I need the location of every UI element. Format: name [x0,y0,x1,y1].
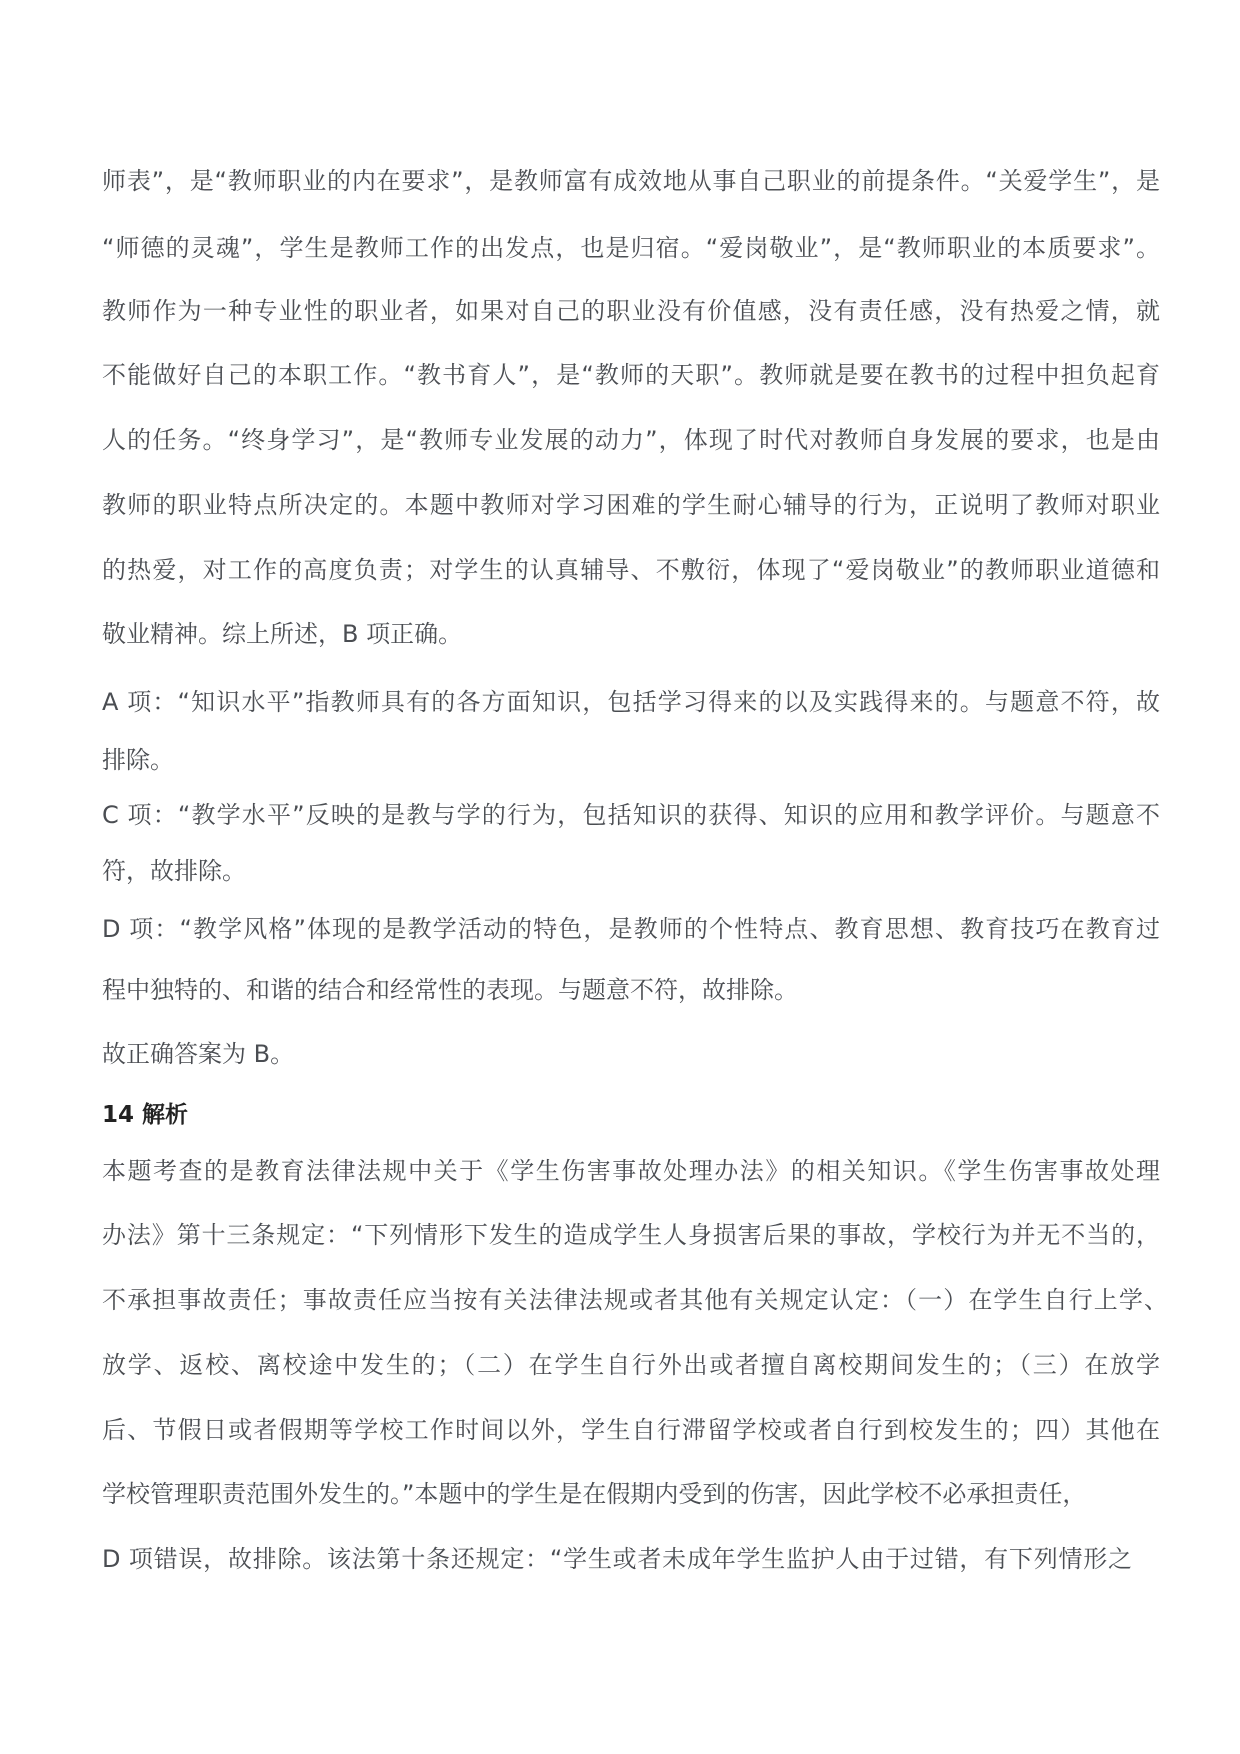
text-line: 师表”，是“教师职业的内在要求”，是教师富有成效地从事自己职业的前提条件。“关爱学生”，是 [102,167,1160,195]
text-line: D 项错误，故排除。该法第十条还规定：“学生或者未成年学生监护人由于过错，有下列情形之 [102,1545,1132,1573]
option-d-line: D 项：“教学风格”体现的是教学活动的特色，是教师的个性特点、教育思想、教育技巧在教育过 [102,915,1160,943]
text-line: 教师的职业特点所决定的。本题中教师对学习困难的学生耐心辅导的行为，正说明了教师对职业 [102,491,1160,519]
text-line: 教师作为一种专业性的职业者，如果对自己的职业没有价值感，没有责任感，没有热爱之情，就 [102,297,1160,325]
text-line: 办法》第十三条规定：“下列情形下发生的造成学生人身损害后果的事故，学校行为并无不当的， [102,1221,1160,1249]
text-line: 不能做好自己的本职工作。“教书育人”，是“教师的天职”。教师就是要在教书的过程中担负起育 [102,361,1160,389]
option-c-line: 符，故排除。 [102,857,246,885]
text-line: “师德的灵魂”，学生是教师工作的出发点，也是归宿。“爱岗敬业”，是“教师职业的本质要求”。 [102,234,1160,262]
conclusion: 故正确答案为 B。 [102,1040,295,1068]
text-line: 不承担事故责任；事故责任应当按有关法律法规或者其他有关规定认定：（一）在学生自行上学、 [102,1286,1168,1314]
text-line: 人的任务。“终身学习”，是“教师专业发展的动力”，体现了时代对教师自身发展的要求，也是由 [102,426,1160,454]
text-line: 敬业精神。综上所述，B 项正确。 [102,620,463,648]
text-line: 的热爱，对工作的高度负责；对学生的认真辅导、不敷衍，体现了“爱岗敬业”的教师职业道德和 [102,556,1160,584]
text-line: 学校管理职责范围外发生的。”本题中的学生是在假期内受到的伤害，因此学校不必承担责任， [102,1480,1087,1508]
option-a-line: 排除。 [102,746,174,774]
option-a-line: A 项：“知识水平”指教师具有的各方面知识，包括学习得来的以及实践得来的。与题意不符，故 [102,688,1160,716]
option-d-line: 程中独特的、和谐的结合和经常性的表现。与题意不符，故排除。 [102,976,798,1004]
option-c-line: C 项：“教学水平”反映的是教与学的行为，包括知识的获得、知识的应用和教学评价。与题意不 [102,801,1160,829]
section-heading: 14 解析 [102,1102,189,1128]
text-line: 后、节假日或者假期等学校工作时间以外，学生自行滞留学校或者自行到校发生的；四）其他在 [102,1416,1160,1444]
text-line: 本题考查的是教育法律法规中关于《学生伤害事故处理办法》的相关知识。《学生伤害事故处理 [102,1157,1160,1185]
text-line: 放学、返校、离校途中发生的；（二）在学生自行外出或者擅自离校期间发生的；（三）在放学 [102,1351,1160,1379]
